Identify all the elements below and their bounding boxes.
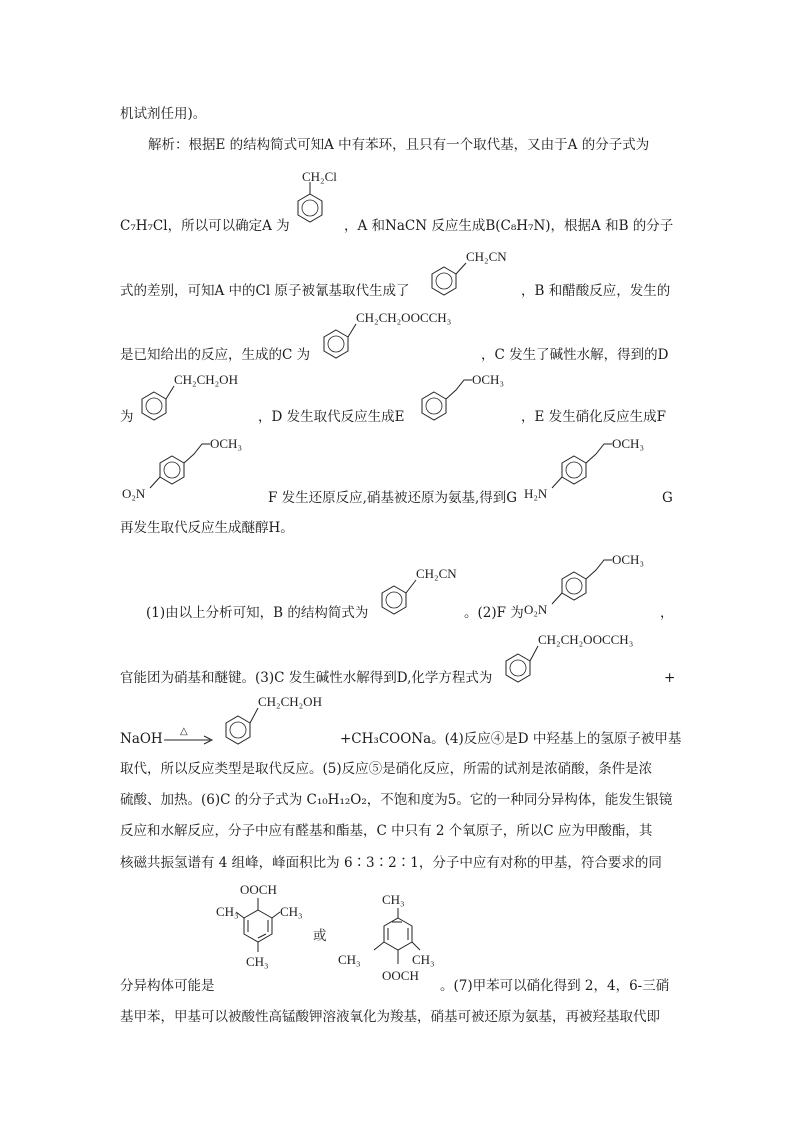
text-line-11a: NaOH: [120, 731, 163, 747]
text-line-7a: F 发生还原反应,硝基被还原为氨基,得到G: [268, 490, 518, 506]
text-line-4a: 式的差别，可知A 中的Cl 原子被氰基取代生成了: [120, 283, 410, 299]
svg-text:OCH₃: OCH₃: [210, 436, 242, 451]
text-line-3b: ，A 和NaCN 反应生成B(C₈H₇N)，根据A 和B 的分子: [344, 218, 674, 234]
text-line-9c: ，: [660, 605, 674, 621]
isomer-2-structure: [336, 890, 446, 998]
text-line-1: 机试剂任用)。: [120, 106, 207, 122]
svg-text:CH₂CN: CH₂CN: [466, 249, 507, 264]
svg-text:O₂N: O₂N: [524, 602, 548, 617]
text-line-8: 再发生取代反应生成醚醇H。: [120, 520, 294, 536]
text-line-9b: 。(2)F 为: [464, 605, 524, 621]
svg-text:OOCH: OOCH: [382, 968, 419, 983]
text-line-12: 取代，所以反应类型是取代反应。(5)反应⑤是硝化反应，所需的试剂是浓硝酸，条件是浓: [120, 761, 653, 777]
text-line-10a: 官能团为硝基和醚键。(3)C 发生碱性水解得到D,化学方程式为: [120, 670, 493, 686]
benzyl-cyanide-structure: [424, 245, 534, 303]
text-line-10b: +: [664, 670, 676, 686]
text-line-6a: 为: [120, 409, 134, 425]
text-line-16a: 分异构体可能是: [120, 978, 215, 994]
svg-text:CH₃: CH₃: [412, 952, 435, 967]
amino-methoxyethylbenzene-structure: [520, 430, 670, 506]
svg-text:CH₃: CH₃: [280, 904, 303, 919]
text-line-5b: ，C 发生了碱性水解，得到的D: [481, 347, 669, 363]
isomer-1-structure: [218, 880, 318, 988]
svg-text:△: △: [180, 726, 188, 737]
svg-text:CH₂CH₂OOCCH₃: CH₂CH₂OOCCH₃: [538, 632, 634, 647]
svg-text:O₂N: O₂N: [122, 486, 146, 501]
svg-text:CH₃: CH₃: [246, 954, 269, 969]
svg-text:CH₃: CH₃: [338, 952, 361, 967]
answer-b-structure: [374, 562, 484, 622]
nitro-methoxyethylbenzene-structure: [118, 430, 268, 506]
text-line-4b: ，B 和醋酸反应，发生的: [521, 283, 671, 299]
benzyl-chloride-structure: [290, 168, 360, 232]
text-line-6c: ，E 发生硝化反应生成F: [521, 409, 667, 425]
text-line-2: 解析：根据E 的结构简式可知A 中有苯环，且只有一个取代基，又由于A 的分子式为: [148, 137, 650, 153]
phenethyl-acetate-structure: [316, 306, 496, 364]
text-line-16c: 。(7)甲苯可以硝化得到 2，4，6-三硝: [440, 978, 670, 994]
text-line-6b: ，D 发生取代反应生成E: [258, 409, 405, 425]
text-line-14: 反应和水解反应，分子中应有醛基和酯基，C 中只有 2 个氧原子，所以C 应为甲酸酯，其: [120, 823, 653, 839]
svg-text:OOCH: OOCH: [240, 882, 277, 897]
svg-text:CH₂CN: CH₂CN: [416, 566, 457, 581]
svg-text:CH₂Cl: CH₂Cl: [302, 169, 337, 184]
answer-f-structure: [520, 546, 670, 622]
text-line-9a: (1)由以上分析可知，B 的结构简式为: [146, 605, 369, 621]
phenethyl-alcohol-structure: [134, 368, 264, 428]
svg-text:CH₃: CH₃: [216, 904, 239, 919]
text-line-16b: 或: [313, 928, 327, 944]
text-line-11b: +CH₃COONa。(4)反应④是D 中羟基上的氢原子被甲基: [340, 731, 682, 747]
svg-text:OCH₃: OCH₃: [612, 552, 644, 567]
svg-text:CH₂CH₂OOCCH₃: CH₂CH₂OOCCH₃: [356, 310, 452, 325]
svg-text:CH₂CH₂OH: CH₂CH₂OH: [174, 372, 238, 387]
equation-reactant-structure: [498, 628, 678, 690]
svg-text:OCH₃: OCH₃: [472, 372, 504, 387]
reaction-arrow: [160, 726, 220, 748]
text-line-13: 硫酸、加热。(6)C 的分子式为 C₁₀H₁₂O₂，不饱和度为5。它的一种同分异构体，能发生银镜: [120, 792, 673, 808]
text-line-7b: G: [662, 490, 673, 506]
methoxyethylbenzene-structure: [414, 368, 524, 428]
svg-text:CH₂CH₂OH: CH₂CH₂OH: [258, 694, 322, 709]
text-line-15: 核磁共振氢谱有 4 组峰，峰面积比为 6∶3∶2∶1，分子中应有对称的甲基，符合要求的同: [120, 855, 662, 871]
svg-text:CH₃: CH₃: [382, 892, 405, 907]
equation-product-structure: [218, 690, 348, 752]
text-line-3a: C₇H₇Cl，所以可以确定A 为: [120, 218, 290, 234]
text-line-5a: 是已知给出的反应，生成的C 为: [120, 347, 311, 363]
text-line-17: 基甲苯，甲基可以被酸性高锰酸钾溶液氧化为羧基，硝基可被还原为氨基，再被羟基取代即: [120, 1009, 660, 1025]
svg-text:H₂N: H₂N: [524, 486, 548, 501]
svg-text:OCH₃: OCH₃: [612, 436, 644, 451]
